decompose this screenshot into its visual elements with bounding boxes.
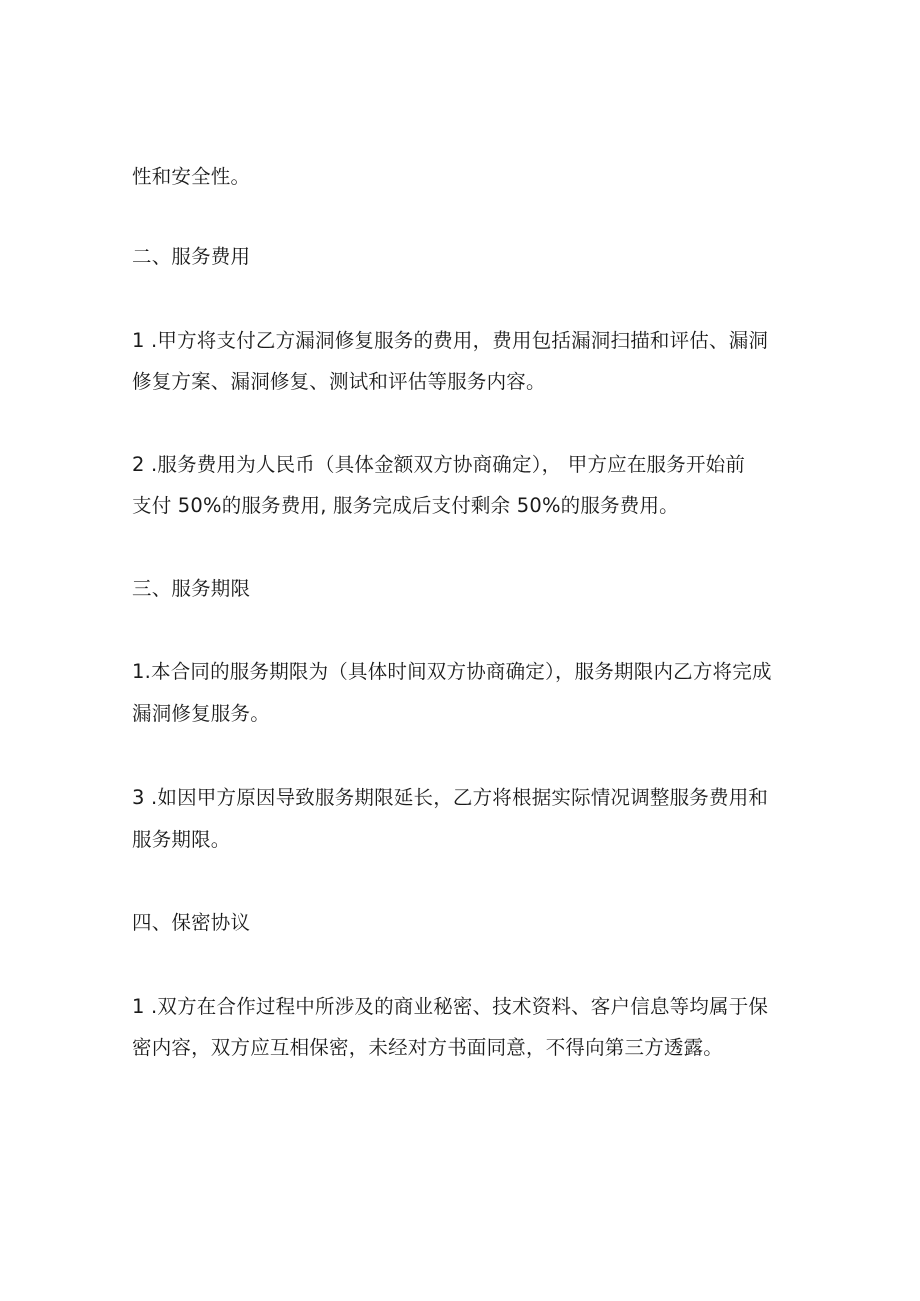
paragraph-line: 修复方案、漏洞修复、测试和评估等服务内容。 (132, 370, 546, 393)
section-heading: 二、服务费用 (132, 245, 251, 268)
paragraph-line: 性和安全性。 (132, 165, 251, 188)
paragraph-line: 3 .如因甲方原因导致服务期限延长，乙方将根据实际情况调整服务费用和 (132, 786, 769, 809)
paragraph-line: 密内容，双方应互相保密，未经对方书面同意，不得向第三方透露。 (132, 1036, 724, 1059)
paragraph-line: 2 .服务费用为人民币（具体金额双方协商确定）， 甲方应在服务开始前 (132, 453, 746, 476)
paragraph-line: 服务期限。 (132, 828, 231, 851)
paragraph-line: 支付 50%的服务费用, 服务完成后支付剩余 50%的服务费用。 (132, 494, 679, 517)
section-heading: 三、服务期限 (132, 577, 251, 600)
paragraph-line: 1 .甲方将支付乙方漏洞修复服务的费用，费用包括漏洞扫描和评估、漏洞 (132, 329, 769, 352)
paragraph-line: 1.本合同的服务期限为（具体时间双方协商确定），服务期限内乙方将完成 (132, 660, 772, 683)
paragraph-line: 1 .双方在合作过程中所涉及的商业秘密、技术资料、客户信息等均属于保 (132, 995, 769, 1018)
section-heading: 四、保密协议 (132, 911, 251, 934)
paragraph-line: 漏洞修复服务。 (132, 702, 270, 725)
